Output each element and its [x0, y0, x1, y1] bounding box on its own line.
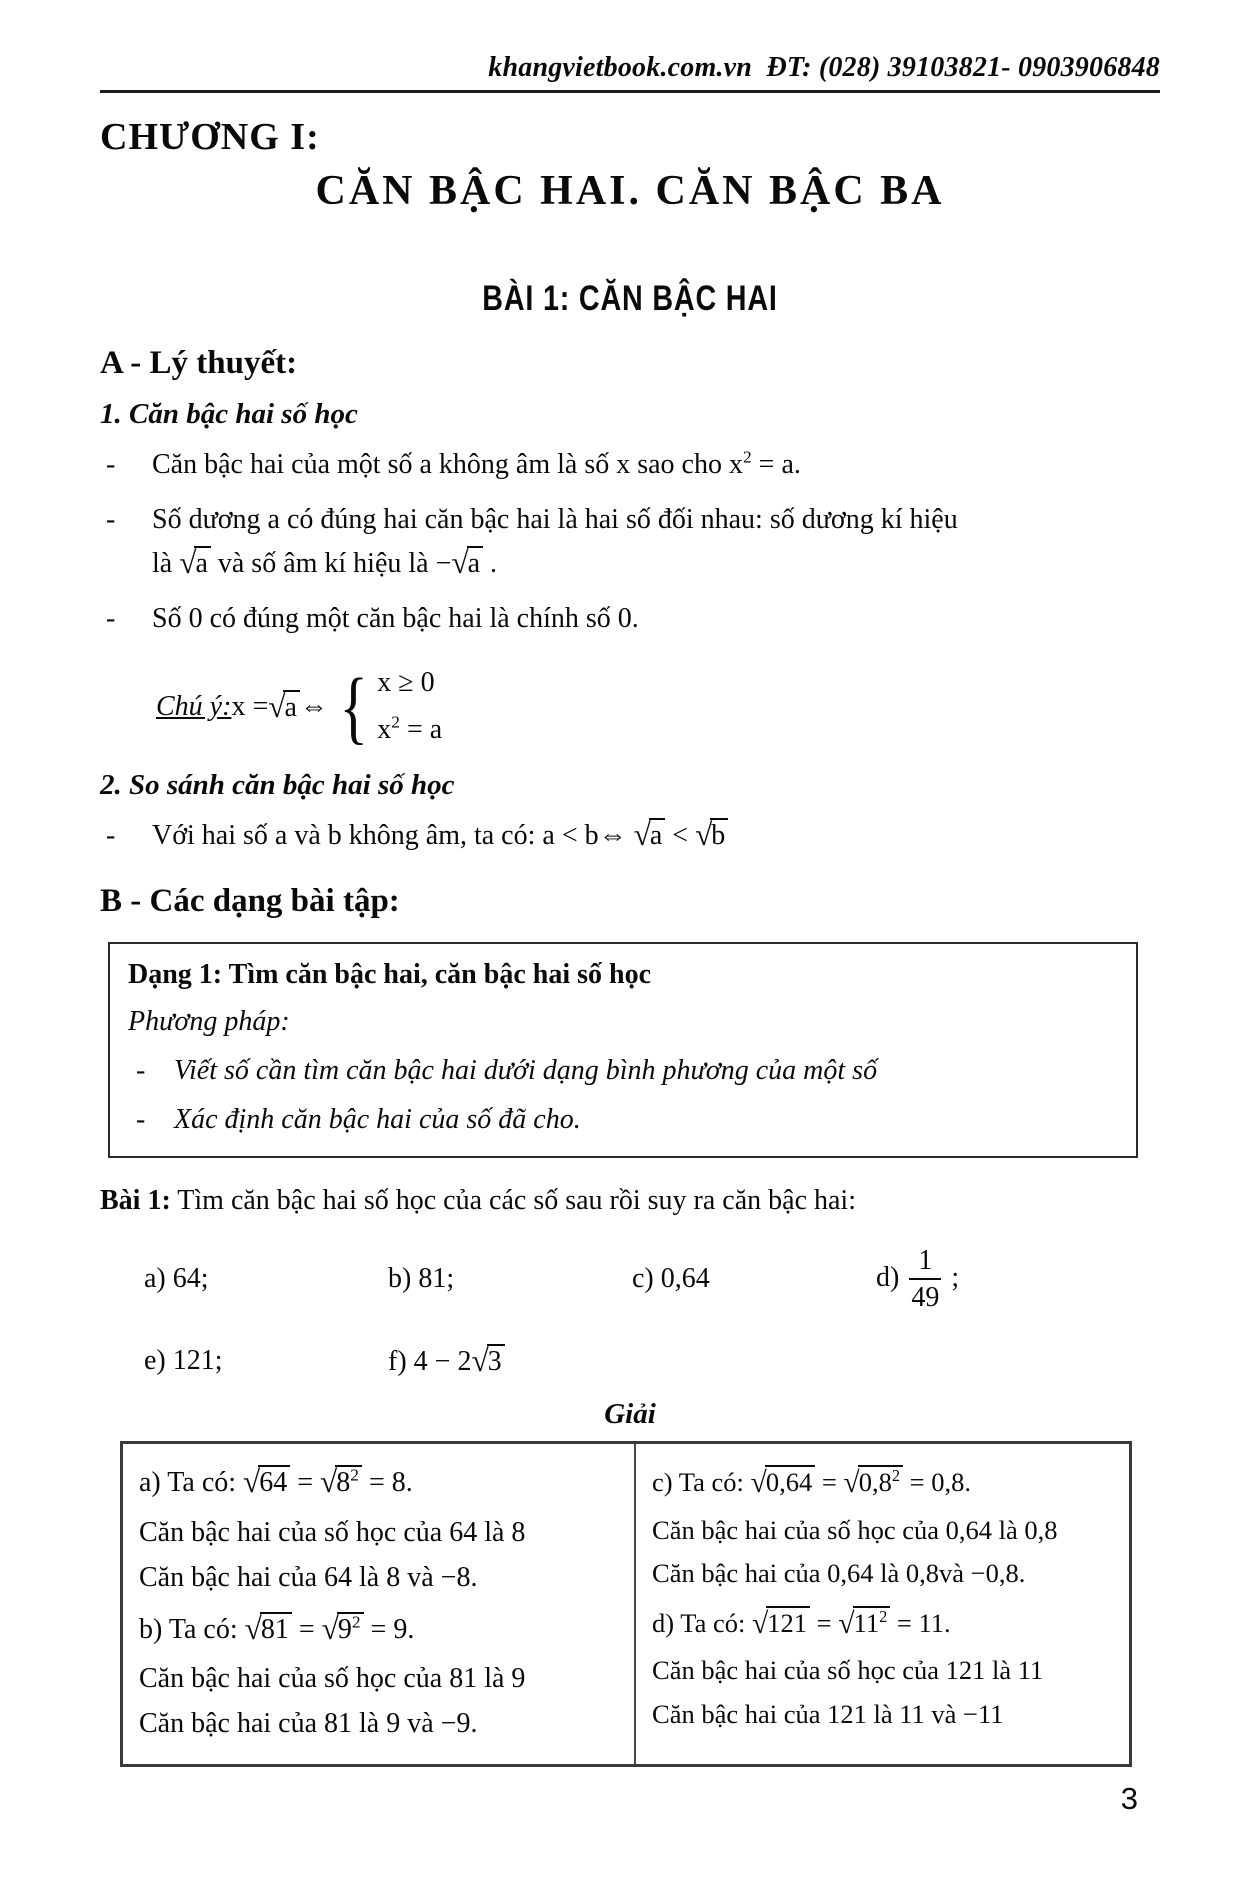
- exercise-label: Bài 1:: [100, 1185, 171, 1217]
- solution-line: Căn bậc hai của số học của 81 là 9: [139, 1662, 526, 1694]
- solution-line: Căn bậc hai của số học của 121 là 11: [652, 1655, 1044, 1686]
- option-f: f) 4 − 2√3: [388, 1344, 632, 1378]
- option-d: d) $\frac{1}{49}$ ;: [876, 1244, 960, 1313]
- bullet-marker: -: [106, 504, 116, 536]
- bullet-marker: -: [136, 1054, 146, 1086]
- bullet-text: Với hai số a và b không âm, ta có: a < b⇔ √a < √b: [152, 814, 1160, 857]
- note-chu-y: Chú ý: x = √a ⇔ { x ≥ 0 $x^2 = a$: [156, 660, 443, 752]
- theory-bullet-1: [100, 443, 1160, 486]
- solution-line: Căn bậc hai của 121 là 11 và −11: [652, 1698, 1004, 1729]
- option-e: e) 121;: [144, 1345, 223, 1377]
- method-item-text: Viết số cần tìm căn bậc hai dưới dạng bình phương của một số: [174, 1054, 878, 1086]
- solution-line: c) Ta có: $√0,64 = √0,8^2 = 0,8$.: [652, 1466, 971, 1500]
- method-label: Phương pháp:: [128, 1005, 290, 1037]
- theory-bullet-4: [100, 814, 1160, 857]
- page-number: 3: [1120, 1780, 1138, 1816]
- exercise-text: Tìm căn bậc hai số học của các số sau rồi suy ra căn bậc hai:: [170, 1185, 856, 1217]
- bullet-marker: -: [106, 603, 116, 635]
- section2-title: 2. So sánh căn bậc hai số học: [100, 768, 455, 801]
- method-item-2: [128, 1098, 1114, 1143]
- option-b: b) 81;: [388, 1263, 455, 1295]
- bullet-text: Số dương a có đúng hai căn bậc hai là hai số đối nhau: số dương kí hiệu là √a và số âm kí hiệu là −√a .: [152, 504, 958, 580]
- option-c: c) 0,64: [632, 1263, 710, 1295]
- page-header: khangvietbook.com.vn ĐT: (028) 39103821- 0903906848: [488, 52, 1160, 83]
- bullet-marker: -: [136, 1103, 146, 1135]
- header-rule: [100, 90, 1160, 93]
- solution-line: Căn bậc hai của 64 là 8 và −8.: [139, 1562, 478, 1594]
- solution-line: a) Ta có: $√64 = √8^2 = 8$.: [139, 1464, 413, 1500]
- bullet-text: Căn bậc hai của một số a không âm là số x sao cho $x^2 = a$.: [152, 447, 801, 480]
- solution-line: Căn bậc hai của 81 là 9 và −9.: [139, 1708, 478, 1740]
- solution-line: Căn bậc hai của 0,64 là 0,8và −0,8.: [652, 1558, 1026, 1589]
- bullet-marker: -: [106, 819, 116, 851]
- bullet-marker: -: [106, 449, 116, 480]
- practice-heading: B - Các dạng bài tập:: [100, 882, 400, 919]
- exercise-statement: [100, 1180, 1160, 1222]
- chapter-label: CHƯƠNG I:: [100, 116, 320, 158]
- option-a: a) 64;: [144, 1263, 209, 1295]
- lesson-title: BÀI 1: CĂN BẬC HAI: [482, 279, 778, 318]
- solution-line: b) Ta có: $√81 = √9^2 = 9$.: [139, 1610, 415, 1646]
- theory-bullet-3: [100, 597, 1160, 640]
- theory-bullet-2: [100, 498, 1160, 585]
- solution-cell-left: [123, 1444, 634, 1763]
- chapter-title: CĂN BẬC HAI. CĂN BẬC BA: [315, 168, 945, 214]
- solution-cell-right: [634, 1444, 1129, 1763]
- solution-table: [120, 1441, 1132, 1766]
- options-row-2: [100, 1336, 1160, 1386]
- solution-line: Căn bậc hai của số học của 0,64 là 0,8: [652, 1514, 1058, 1545]
- method-box: [108, 942, 1138, 1158]
- method-item-1: [128, 1049, 1114, 1094]
- solution-label: Giải: [604, 1398, 656, 1431]
- solution-line: d) Ta có: $√121 = √11^2 = 11$.: [652, 1606, 951, 1640]
- theory-heading: A - Lý thuyết:: [100, 345, 298, 381]
- bullet-text: Số 0 có đúng một căn bậc hai là chính số 0.: [152, 603, 639, 635]
- section1-title: 1. Căn bậc hai số học: [100, 398, 358, 430]
- method-item-text: Xác định căn bậc hai của số đã cho.: [174, 1103, 581, 1135]
- solution-line: Căn bậc hai của số học của 64 là 8: [139, 1516, 526, 1548]
- options-row-1: [100, 1236, 1160, 1322]
- method-box-title: Dạng 1: Tìm căn bậc hai, căn bậc hai số học: [128, 958, 651, 990]
